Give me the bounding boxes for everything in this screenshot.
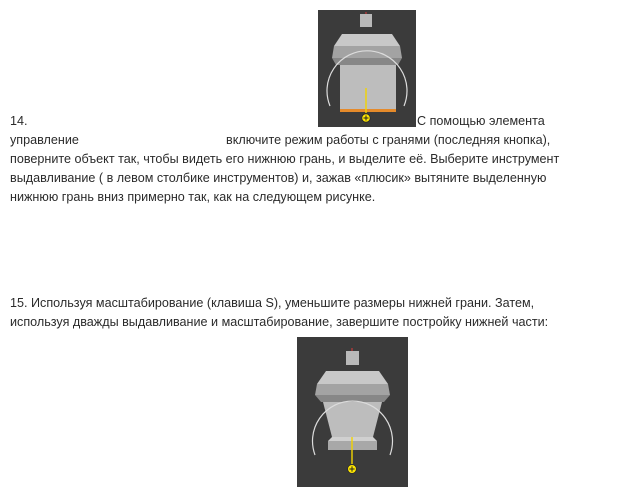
step14-text-line4: выдавливание ( в левом столбике инструментов) и, зажав «плюсик» вытяните выделенную <box>10 171 547 185</box>
selected-face-edge <box>340 109 396 112</box>
step15-lantern-render <box>297 337 408 487</box>
mesh-knob <box>346 351 359 365</box>
mesh-roof-side <box>315 384 390 395</box>
step14-lantern-render <box>318 10 416 127</box>
mesh-roof-top <box>334 34 400 46</box>
step14-figure <box>318 10 416 127</box>
step15-text-line2: используя дважды выдавливание и масштабирование, завершите постройку нижней части: <box>10 315 549 329</box>
mesh-body <box>340 65 396 111</box>
step14-text-line2-right: включите режим работы с гранями (последняя кнопка), <box>226 133 551 147</box>
step14-number: 14. <box>10 114 28 128</box>
step14-text-line2-left: управление <box>10 133 79 147</box>
step14-text-line3: поверните объект так, чтобы видеть его нижнюю грань, и выделите её. Выберите инструмент <box>10 152 560 166</box>
step15-figure <box>297 337 408 487</box>
mesh-knob <box>360 14 372 27</box>
step14-text-line5: нижнюю грань вниз примерно так, как на следующем рисунке. <box>10 190 376 204</box>
mesh-roof-side <box>332 46 402 58</box>
step14-text-line1: С помощью элемента <box>417 114 545 128</box>
mesh-roof-top <box>317 371 388 384</box>
step15-text-line1: 15. Используя масштабирование (клавиша S), уменьшите размеры нижней грани. Затем, <box>10 296 535 310</box>
